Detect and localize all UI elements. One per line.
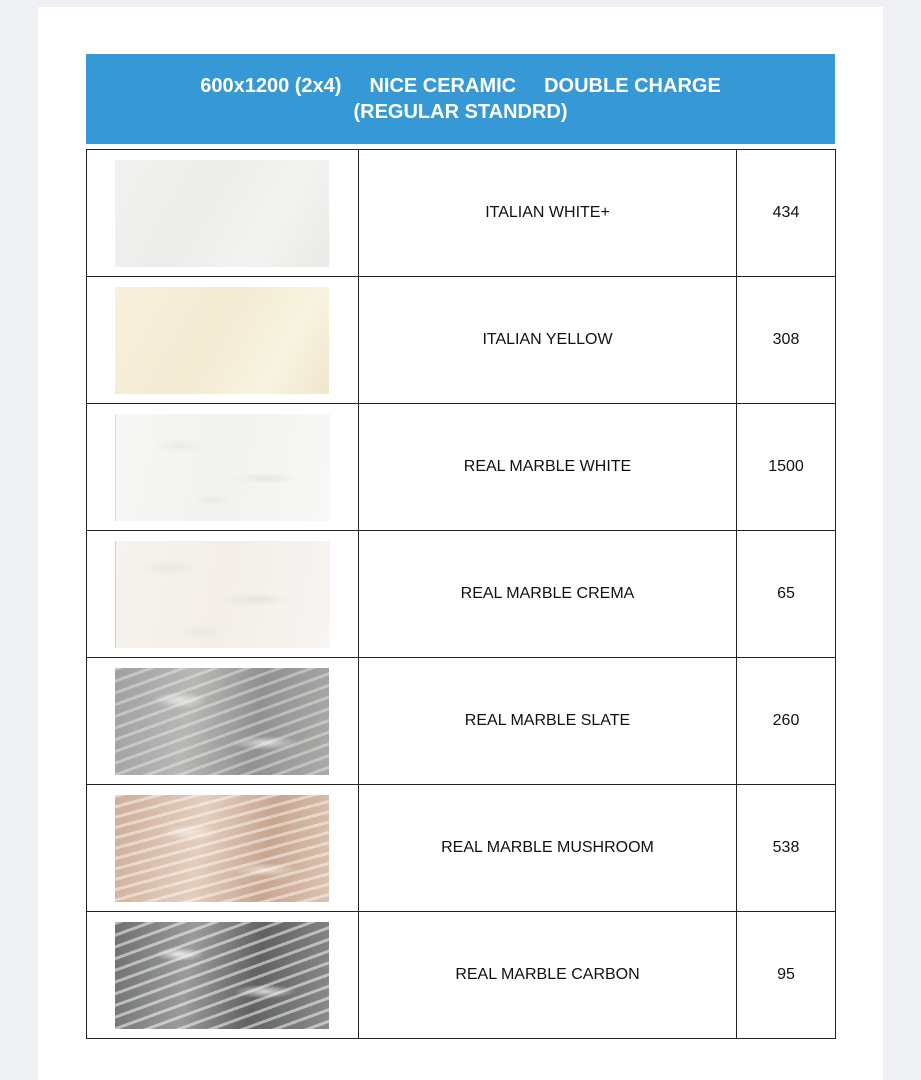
header-size: 600x1200 (2x4) <box>200 75 342 97</box>
swatch-cell <box>87 531 359 658</box>
header-subtitle: (REGULAR STANDRD) <box>353 101 568 123</box>
product-name: ITALIAN YELLOW <box>359 277 737 404</box>
product-name: REAL MARBLE MUSHROOM <box>359 785 737 912</box>
tile-swatch-image <box>115 287 329 394</box>
product-quantity: 538 <box>737 785 836 912</box>
tile-swatch-image <box>115 668 329 775</box>
header-line-1 <box>86 73 835 99</box>
product-table <box>86 149 836 1039</box>
table-row <box>87 785 836 912</box>
product-quantity: 308 <box>737 277 836 404</box>
product-quantity: 260 <box>737 658 836 785</box>
swatch-cell <box>87 658 359 785</box>
product-quantity: 434 <box>737 150 836 277</box>
table-row <box>87 912 836 1039</box>
table-row <box>87 658 836 785</box>
tile-swatch-image <box>115 922 329 1029</box>
swatch-cell <box>87 277 359 404</box>
table-row <box>87 277 836 404</box>
tile-swatch-image <box>115 160 329 267</box>
product-name: REAL MARBLE WHITE <box>359 404 737 531</box>
tile-swatch-image <box>115 541 330 648</box>
product-quantity: 65 <box>737 531 836 658</box>
tile-swatch-image <box>115 414 330 521</box>
swatch-cell <box>87 912 359 1039</box>
product-name: REAL MARBLE CARBON <box>359 912 737 1039</box>
product-name: ITALIAN WHITE+ <box>359 150 737 277</box>
product-quantity: 95 <box>737 912 836 1039</box>
swatch-cell <box>87 785 359 912</box>
table-row <box>87 404 836 531</box>
product-name: REAL MARBLE SLATE <box>359 658 737 785</box>
product-name: REAL MARBLE CREMA <box>359 531 737 658</box>
header-type: DOUBLE CHARGE <box>544 75 721 97</box>
table-row <box>87 531 836 658</box>
table-row <box>87 150 836 277</box>
swatch-cell <box>87 404 359 531</box>
header-brand: NICE CERAMIC <box>369 75 517 97</box>
document-page <box>38 7 883 1080</box>
product-quantity: 1500 <box>737 404 836 531</box>
tile-swatch-image <box>115 795 329 902</box>
swatch-cell <box>87 150 359 277</box>
catalog-header <box>86 54 835 144</box>
